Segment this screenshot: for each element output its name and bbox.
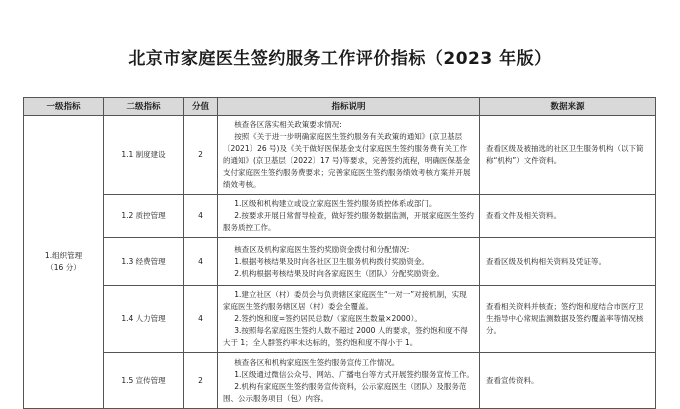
description-line: 核查区及机构家庭医生签约奖励资金拨付和分配情况: (234, 244, 410, 254)
table-row (24, 195, 656, 238)
level1-name: 1.组织管理 (44, 251, 83, 260)
description-line: 2.机构有家庭医生签约服务宣传资料，公示家庭医生（团队）及服务范围、公示服务项目（包）内容。 (223, 381, 467, 403)
description-line: 1.根据考核结果及时向各社区卫生服务机构拨付奖励资金。 (234, 256, 429, 266)
description-line: 2.按要求开展日常督导检查，做好签约服务数据监测，开展家庭医生签约服务质控工作。 (223, 211, 474, 232)
score-cell: 4 (184, 286, 218, 353)
description-line: 核查各区和机构家庭医生签约服务宣传工作情况。 (234, 357, 400, 367)
description-line: 1.区级通过微信公众号、网站、广播电台等方式开展签约服务宣传工作。 (234, 369, 474, 379)
level2-cell: 1.1 制度建设 (104, 116, 184, 195)
evaluation-table (23, 97, 656, 409)
description-line: 1.区级和机构建立或设立家庭医生签约服务质控体系或部门。 (234, 199, 437, 208)
level2-cell: 1.3 经费管理 (104, 238, 184, 286)
level1-score: （16 分） (46, 263, 81, 272)
table-row (24, 238, 656, 286)
description-line: 2.签约饱和度=签约居民总数/（家庭医生数量×2000）。 (234, 314, 422, 323)
table-row (24, 116, 656, 195)
table-header-row (24, 98, 656, 116)
source-cell: 查看相关资料并核查；签约饱和度结合市医疗卫生指导中心常规监测数据及签约覆盖率等情况核分。 (480, 286, 656, 353)
header-source: 数据来源 (480, 98, 656, 116)
level2-cell: 1.4 人力管理 (104, 286, 184, 353)
table-row (24, 353, 656, 409)
score-cell: 4 (184, 238, 218, 286)
description-line: 核查各区落实相关政策要求情况: (234, 120, 342, 129)
description-cell (218, 286, 480, 353)
header-score: 分值 (184, 98, 218, 116)
header-level2: 二级指标 (104, 98, 184, 116)
description-cell (218, 116, 480, 195)
source-cell: 查看宣传资料。 (480, 353, 656, 409)
table-row (24, 286, 656, 353)
description-line: 2.机构根据考核结果及时向各家庭医生（团队）分配奖励资金。 (234, 268, 444, 278)
score-cell: 4 (184, 195, 218, 238)
description-line: 按照《关于进一步明确家庭医生签约服务有关政策的通知》(京卫基层〔2021〕26 号)及《关于做好医保基金支付家庭医生签约服务费有关工作的通知》(京卫基层〔2022〕17 号)等要求，完善签约流程，明确医保基金支付家庭医生签约服务费要求；完善家庭医生签约服务绩效考核方案并开展绩效考核。 (223, 132, 471, 189)
level2-cell: 1.2 质控管理 (104, 195, 184, 238)
description-cell (218, 353, 480, 409)
description-line: 1.建立社区（村）委员会与负责辖区家庭医生“一对一”对接机制，实现家庭医生签约服务辖区居（村）委会全覆盖。 (223, 290, 467, 311)
source-cell: 查看文件及相关资料。 (480, 195, 656, 238)
description-cell (218, 195, 480, 238)
description-cell (218, 238, 480, 286)
level2-cell: 1.5 宣传管理 (104, 353, 184, 409)
source-cell: 查看区级及机构相关资料及凭证等。 (480, 238, 656, 286)
description-line: 3.按照每名家庭医生签约人数不超过 2000 人的要求，签约饱和度不得大于 1；全人群签约率未达标的，签约饱和度不得小于 1。 (223, 326, 468, 347)
header-description: 指标说明 (218, 98, 480, 116)
page-title: 北京市家庭医生签约服务工作评价指标（2023 年版） (128, 49, 552, 69)
score-cell: 2 (184, 116, 218, 195)
level1-cell (24, 116, 104, 409)
source-cell: 查看区级及被抽选的社区卫生服务机构（以下简称“机构”）文件资料。 (480, 116, 656, 195)
header-level1: 一级指标 (24, 98, 104, 116)
score-cell: 2 (184, 353, 218, 409)
